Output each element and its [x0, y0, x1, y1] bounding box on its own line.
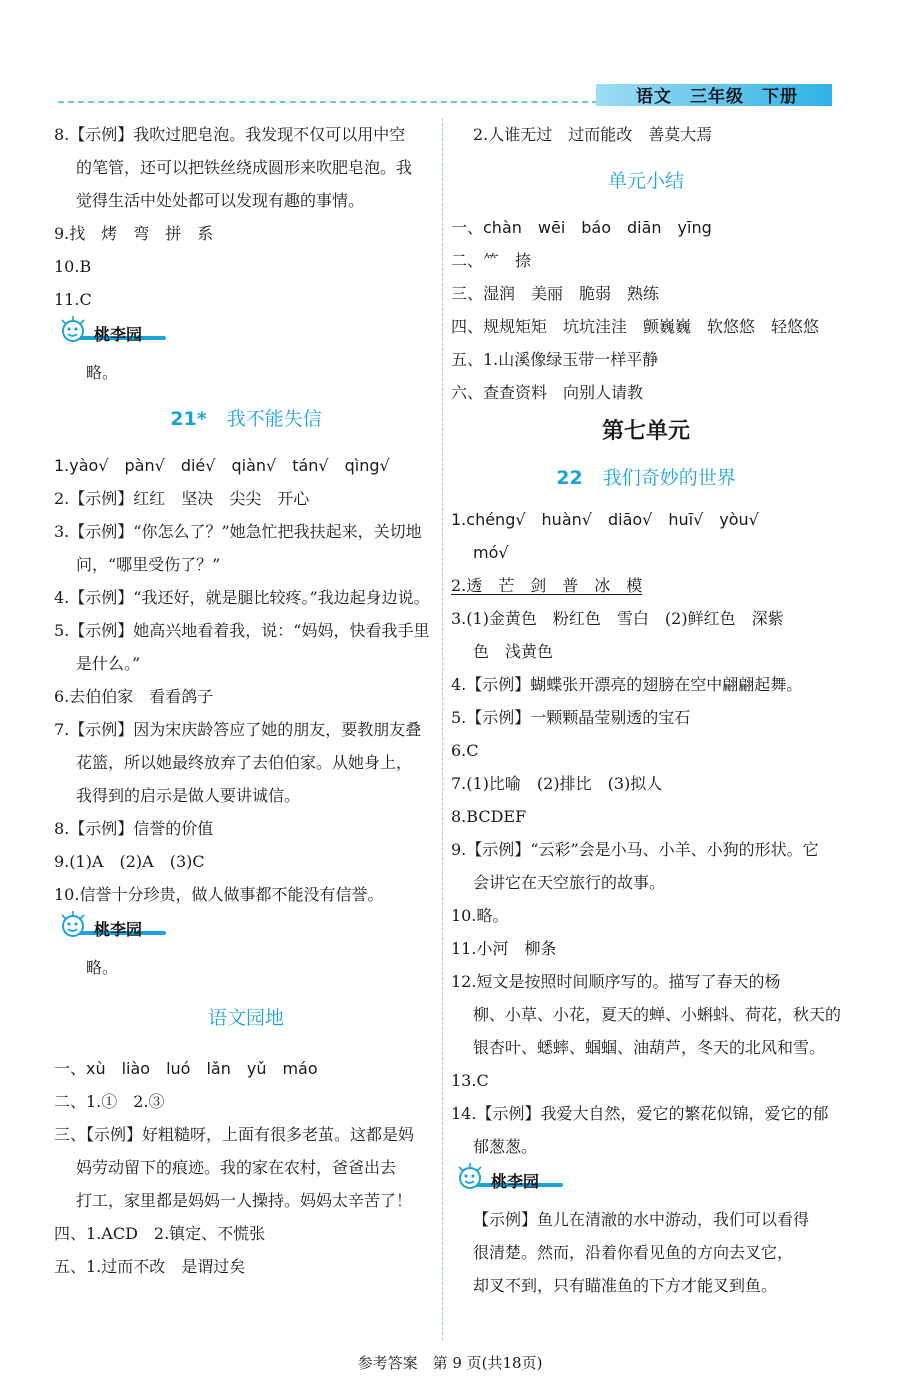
lesson-title: 我们奇妙的世界	[602, 467, 736, 489]
answer-line: 1.yào√ pàn√ dié√ qiàn√ tán√ qìng√	[54, 456, 390, 475]
answer-line: 2.透 芒 剑 普 冰 模	[451, 576, 643, 595]
answer-line: 5.【示例】她高兴地看着我，说：“妈妈，快看我手里	[54, 621, 430, 640]
taoli-title: 桃李园	[94, 325, 143, 344]
answer-line: 四、规规矩矩 坑坑洼洼 颤巍巍 软悠悠 轻悠悠	[451, 317, 820, 336]
answer-line: 3.(1)金黄色 粉红色 雪白 (2)鲜红色 深紫	[451, 609, 784, 628]
answer-line: 觉得生活中处处都可以发现有趣的事情。	[76, 191, 365, 210]
unit-seven-title: 第七单元	[601, 418, 690, 444]
answer-line: 三、湿润 美丽 脆弱 熟练	[451, 284, 660, 303]
answer-line: 4.【示例】“我还好，就是腿比较疼。”我边起身边说。	[54, 588, 430, 607]
answer-line: 银杏叶、蟋蟀、蝈蝈、油葫芦，冬天的北风和雪。	[473, 1038, 826, 1057]
section-title: 单元小结	[607, 170, 684, 192]
taoli-heading	[54, 911, 438, 951]
header-dashed-line	[58, 101, 598, 103]
unit-summary-heading	[451, 151, 841, 211]
lesson-22-heading	[451, 453, 841, 503]
answer-line: 一、chàn wēi báo diān yīng	[451, 218, 712, 237]
answer-line: 6.去伯伯家 看看鸽子	[54, 687, 214, 706]
taoli-heading	[451, 1163, 841, 1203]
answer-line: 1.chéng√ huàn√ diāo√ huī√ yòu√	[451, 510, 759, 529]
taoli-title: 桃李园	[491, 1172, 540, 1191]
left-column	[54, 118, 438, 1283]
answer-line: 我得到的启示是做人要讲诚信。	[76, 786, 301, 805]
answer-line: 6.C	[451, 741, 479, 760]
header-grade: 三年级	[690, 87, 744, 107]
answer-line: 9.找 烤 弯 拼 系	[54, 224, 214, 243]
answer-line: 4.【示例】蝴蝶张开漂亮的翅膀在空中翩翩起舞。	[451, 675, 803, 694]
taoli-text: 【示例】鱼儿在清澈的水中游动，我们可以看得	[473, 1210, 810, 1229]
answer-line: 二、⺮ 捺	[451, 251, 532, 270]
answer-line: 8.【示例】我吹过肥皂泡。我发现不仅可以用中空	[54, 125, 406, 144]
taoli-text: 却叉不到，只有瞄准鱼的下方才能叉到鱼。	[473, 1276, 778, 1295]
answer-line: 10.略。	[451, 906, 509, 925]
answer-line: 柳、小草、小花，夏天的蝉、小蝌蚪、荷花，秋天的	[473, 1005, 842, 1024]
header-term: 下册	[762, 87, 798, 107]
taoli-text: 很清楚。然而，沿着你看见鱼的方向去叉它，	[473, 1243, 794, 1262]
answer-line: mó√	[473, 543, 509, 562]
answer-line: 六、查查资料 向别人请教	[451, 383, 644, 402]
answer-line: 2.【示例】红红 坚决 尖尖 开心	[54, 489, 310, 508]
answer-line: 13.C	[451, 1071, 489, 1090]
lightbulb-mascot-icon	[58, 316, 92, 350]
taoli-heading	[54, 316, 438, 356]
answer-line: 五、1.山溪像绿玉带一样平静	[451, 350, 659, 369]
lesson-number: 22	[556, 467, 583, 489]
taoli-text: 略。	[86, 363, 119, 382]
column-divider	[442, 118, 443, 1340]
answer-line: 问，“哪里受伤了？”	[76, 555, 221, 574]
page-footer: 参考答案 第 9 页(共18页)	[357, 1354, 543, 1372]
answer-line: 11.C	[54, 290, 92, 309]
header-subject: 语文	[636, 87, 672, 107]
answer-line: 7.(1)比喻 (2)排比 (3)拟人	[451, 774, 663, 793]
answer-line: 12.短文是按照时间顺序写的。描写了春天的杨	[451, 972, 781, 991]
section-title: 语文园地	[207, 1007, 284, 1029]
answer-line: 花篮，所以她最终放弃了去伯伯家。从她身上，	[76, 753, 413, 772]
lesson-21-heading	[54, 389, 438, 449]
answer-line: 8.BCDEF	[451, 807, 527, 826]
answer-line: 9.【示例】“云彩”会是小马、小羊、小狗的形状。它	[451, 840, 819, 859]
answer-line: 五、1.过而不改 是谓过矣	[54, 1257, 246, 1276]
answer-line: 7.【示例】因为宋庆龄答应了她的朋友，要教朋友叠	[54, 720, 422, 739]
answer-line: 打工，家里都是妈妈一人操持。妈妈太辛苦了！	[76, 1191, 413, 1210]
lightbulb-mascot-icon	[455, 1163, 489, 1197]
answer-line: 5.【示例】一颗颗晶莹剔透的宝石	[451, 708, 691, 727]
right-column	[451, 118, 841, 1302]
lesson-title: 我不能失信	[226, 408, 322, 430]
answer-line: 14.【示例】我爱大自然，爱它的繁花似锦，爱它的郁	[451, 1104, 829, 1123]
lesson-number: 21*	[170, 408, 207, 430]
answer-line: 10.信誉十分珍贵，做人做事都不能没有信誉。	[54, 885, 384, 904]
answer-line: 11.小河 柳条	[451, 939, 557, 958]
answer-line: 二、1.① 2.③	[54, 1092, 165, 1111]
answer-line: 10.B	[54, 257, 92, 276]
answer-line: 一、xù liào luó lǎn yǔ máo	[54, 1059, 318, 1078]
answer-line: 会讲它在天空旅行的故事。	[473, 873, 666, 892]
yuwen-yuandi-heading	[54, 984, 438, 1052]
answer-line: 四、1.ACD 2.镇定、不慌张	[54, 1224, 266, 1243]
answer-line: 色 浅黄色	[473, 642, 554, 661]
answer-line: 3.【示例】“你怎么了？”她急忙把我扶起来，关切地	[54, 522, 422, 541]
answer-line: 9.(1)A (2)A (3)C	[54, 852, 205, 871]
taoli-text: 略。	[86, 958, 119, 977]
answer-line: 8.【示例】信誉的价值	[54, 819, 214, 838]
answer-line: 三、【示例】好粗糙呀，上面有很多老茧。这都是妈	[54, 1125, 415, 1144]
header-title	[636, 82, 798, 107]
answer-line: 是什么。”	[76, 654, 141, 673]
answer-line: 妈劳动留下的痕迹。我的家在农村，爸爸出去	[76, 1158, 397, 1177]
answer-line: 2.人谁无过 过而能改 善莫大焉	[473, 125, 713, 144]
answer-line: 的笔管，还可以把铁丝绕成圆形来吹肥皂泡。我	[76, 158, 413, 177]
taoli-title: 桃李园	[94, 920, 143, 939]
answer-line: 郁葱葱。	[473, 1137, 538, 1156]
lightbulb-mascot-icon	[58, 911, 92, 945]
